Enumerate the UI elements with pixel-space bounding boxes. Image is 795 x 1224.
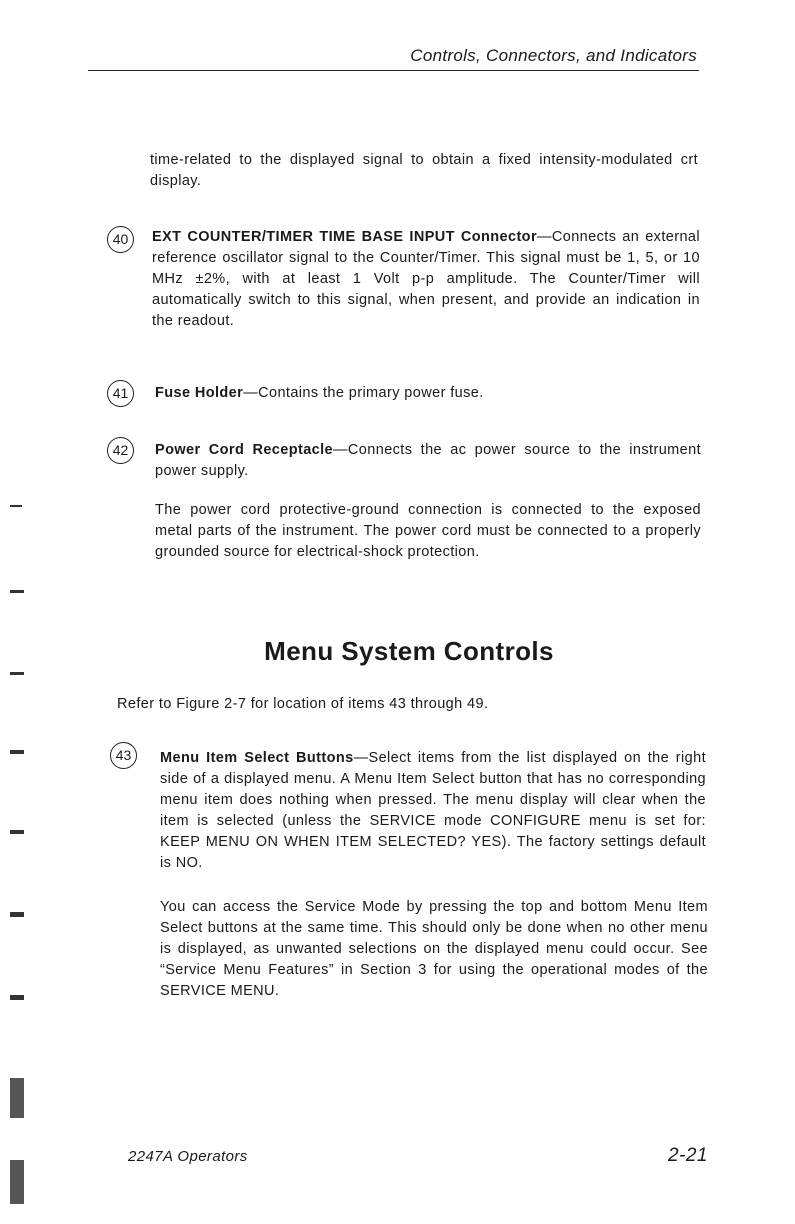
item-43-name: Menu Item Select Buttons xyxy=(160,750,354,766)
item-number-badge: 43 xyxy=(110,742,137,769)
item-43-desc: —Select items from the list displayed on the right side of a displayed menu. A Menu Item Select button that has no corresponding menu item does nothing when pressed. The menu display will clear when the item is selected (unless the SERVICE mode CONFIGURE menu is set for: KEEP MENU ON WHEN ITEM SELECTED? YES). The factory settings default is NO. xyxy=(160,750,706,871)
item-42-name: Power Cord Receptacle xyxy=(155,442,334,458)
item-number-badge: 42 xyxy=(107,437,134,464)
item-41-paragraph xyxy=(155,383,703,404)
item-41-desc: —Contains the primary power fuse. xyxy=(243,385,484,401)
item-43-note: You can access the Service Mode by pressing the top and bottom Menu Item Select buttons at the same time. This should only be done when no other menu is displayed, as unwanted selections on the displayed menu could occur. See “Service Menu Features” in Section 3 for using the operational modes of the SERVICE MENU. xyxy=(160,899,708,999)
section-heading: Menu System Controls xyxy=(264,636,554,666)
footer-manual-title: 2247A Operators xyxy=(128,1148,248,1165)
item-42-note: The power cord protective-ground connection is connected to the exposed metal parts of the instrument. The power cord must be connected to a properly grounded source for electrical-shock protection. xyxy=(155,502,701,560)
item-40-name: EXT COUNTER/TIMER TIME BASE INPUT Connector xyxy=(152,229,537,245)
item-number-badge: 40 xyxy=(107,226,134,253)
item-41-name: Fuse Holder xyxy=(155,385,244,401)
intro-paragraph: time-related to the displayed signal to obtain a fixed intensity-modulated crt display. xyxy=(150,152,698,189)
scan-edge-marks xyxy=(10,0,40,1224)
footer-page-number: 2-21 xyxy=(667,1145,708,1166)
item-40-desc: —Connects an external reference oscillator signal to the Counter/Timer. This signal must be 1, 5, or 10 MHz ±2%, with at least 1 Volt p-p amplitude. The Counter/Timer will automatically switch to this signal, when present, and provide an indication in the readout. xyxy=(152,229,700,329)
item-40-paragraph xyxy=(152,227,700,332)
running-header: Controls, Connectors, and Indicators xyxy=(410,46,697,65)
section-intro: Refer to Figure 2-7 for location of items 43 through 49. xyxy=(117,696,489,712)
item-42-paragraph xyxy=(155,440,701,482)
item-42-desc: —Connects the ac power source to the instrument power supply. xyxy=(155,442,701,479)
header-rule xyxy=(88,70,699,71)
item-number-badge: 41 xyxy=(107,380,134,407)
item-43-paragraph xyxy=(160,748,706,874)
